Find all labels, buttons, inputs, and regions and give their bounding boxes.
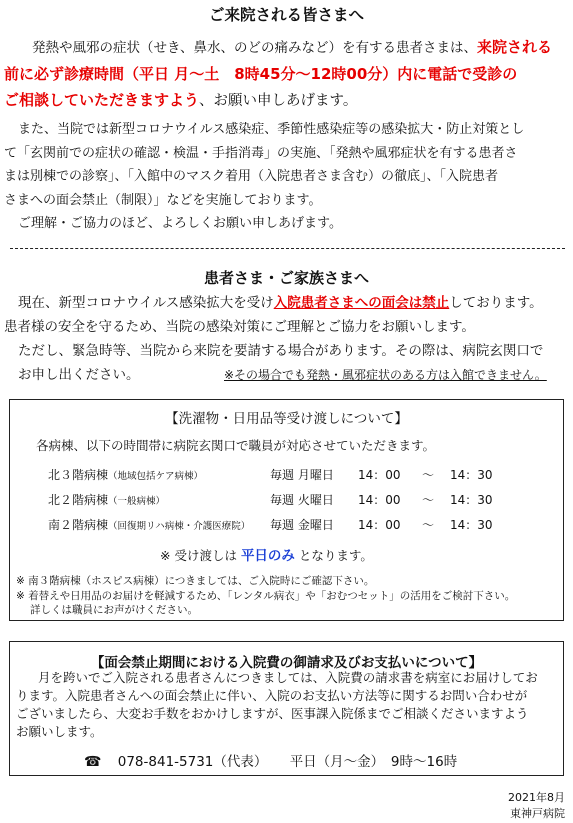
start-time: 14：00 bbox=[358, 493, 401, 507]
p1-red-a: 来院される bbox=[476, 38, 552, 56]
end-time: 14：30 bbox=[450, 518, 493, 532]
billing-box bbox=[9, 641, 564, 776]
time-separator: ～ bbox=[422, 493, 435, 507]
telephone-icon: ☎ bbox=[84, 754, 102, 770]
section1-title: ご来院される皆さまへ bbox=[208, 6, 364, 24]
phone-number: 078-841-5731（代表） bbox=[117, 754, 268, 770]
ward-day: 毎週 月曜日 bbox=[270, 468, 334, 482]
footnote-3: 詳しくは職員にお声がけください。 bbox=[30, 604, 198, 616]
s2-line4: お申し出ください。 bbox=[18, 367, 140, 383]
ward-day: 毎週 金曜日 bbox=[270, 518, 334, 532]
weekday-only-note bbox=[160, 544, 373, 564]
footer-date: 2021年8月 bbox=[508, 791, 565, 804]
p1-post: 、お願い申しあげます。 bbox=[199, 93, 358, 109]
weekday-pre: ※ 受け渡しは bbox=[160, 548, 237, 563]
billing-body bbox=[16, 669, 538, 741]
ward-day: 毎週 火曜日 bbox=[270, 493, 334, 507]
p2-line2: て「玄関前での症状の確認・検温・手指消毒」の実施、「発熱や風邪症状を有する患者さ bbox=[4, 145, 518, 161]
weekday-only: 平日のみ bbox=[240, 548, 295, 564]
laundry-box bbox=[9, 399, 564, 621]
ward-note: （一般病棟） bbox=[108, 496, 166, 507]
footnote-1: ※ 南３階病棟（ホスピス病棟）につきましては、ご入院時にご確認下さい。 bbox=[16, 575, 375, 587]
section1-paragraph-2 bbox=[4, 118, 570, 236]
s2-note: ※その場合でも発熱・風邪症状のある方は入館できません。 bbox=[224, 368, 547, 382]
p1-text: 発熱や風邪の症状（せき、鼻水、のどの痛みなど）を有する患者さまは、 bbox=[32, 40, 477, 56]
billing-contact bbox=[84, 750, 457, 770]
p2-line3: まは別棟での診察」、「入館中のマスク着用（入院患者さま含む）の徹底」、「入院患者 bbox=[4, 169, 499, 184]
s2-l1-post: しております。 bbox=[449, 295, 543, 311]
s2-l1-pre: 現在、新型コロナウイルス感染拡大を受け bbox=[18, 295, 274, 311]
footnote-2: ※ 着替えや日用品のお届けを軽減するため、「レンタル病衣」や「おむつセット」の活用をご検討下さい。 bbox=[16, 589, 516, 602]
section2-body bbox=[4, 291, 570, 387]
ward-name: 南２階病棟 bbox=[48, 518, 109, 532]
s2-line2: 患者様の安全を守るため、当院の感染対策にご理解とご協力をお願いします。 bbox=[4, 319, 475, 335]
laundry-footnotes bbox=[16, 574, 515, 618]
ward-note: （地域包括ケア病棟） bbox=[108, 471, 204, 482]
ward-name: 北２階病棟 bbox=[48, 493, 109, 507]
weekday-post: となります。 bbox=[298, 548, 373, 563]
p2-line4: さまへの面会禁止（制限）」などを実施しております。 bbox=[4, 192, 322, 208]
billing-line2: ります。入院患者さんへの面会禁止に伴い、入院のお支払い方法等に関するお問い合わせが bbox=[16, 688, 528, 703]
section2-title: 患者さま・ご家族さまへ bbox=[203, 269, 369, 287]
end-time: 14：30 bbox=[450, 468, 493, 482]
office-hours: 平日（月～金） 9時～16時 bbox=[289, 754, 458, 770]
billing-title: 【面会禁止期間における入院費の御請求及びお支払いについて】 bbox=[90, 655, 483, 671]
ward-note: （回復期リハ病棟・介護医療院） bbox=[108, 521, 251, 532]
footer-org: 東神戸病院 bbox=[510, 807, 565, 820]
laundry-title: 【洗濯物・日用品等受け渡しについて】 bbox=[165, 411, 408, 427]
s2-line3: ただし、緊急時等、当院から来院を要請する場合があります。その際は、病院玄関口で bbox=[18, 343, 544, 359]
start-time: 14：00 bbox=[358, 468, 401, 482]
p1-red-c: ご相談していただきますよう bbox=[4, 91, 200, 109]
p1-red-b: 前に必ず診療時間（平日 月～土 8時45分～12時00分）内に電話で受診の bbox=[4, 65, 518, 83]
section1-paragraph-1 bbox=[4, 34, 570, 114]
p2-line1: また、当院では新型コロナウイルス感染症、季節性感染症等の感染拡大・防止対策とし bbox=[18, 122, 525, 137]
end-time: 14：30 bbox=[450, 493, 493, 507]
start-time: 14：00 bbox=[358, 518, 401, 532]
visit-ban-notice: 入院患者さまへの面会は禁止 bbox=[273, 295, 450, 311]
ward-name: 北３階病棟 bbox=[48, 468, 109, 482]
billing-line1: 月を跨いでご入院される患者さんにつきましては、入院費の請求書を病室にお届けしてお bbox=[38, 670, 538, 685]
p3-line: ご理解・ご協力のほど、よろしくお願い申しあげます。 bbox=[18, 216, 342, 231]
time-separator: ～ bbox=[422, 518, 435, 532]
time-separator: ～ bbox=[422, 468, 435, 482]
laundry-intro: 各病棟、以下の時間帯に病院玄関口で職員が対応させていただきます。 bbox=[36, 438, 436, 453]
dashed-divider bbox=[10, 248, 565, 249]
billing-line4: お願いします。 bbox=[16, 724, 103, 739]
billing-line3: ございましたら、大変お手数をおかけしますが、医事課入院係までご相談くださいますよう bbox=[16, 706, 529, 721]
